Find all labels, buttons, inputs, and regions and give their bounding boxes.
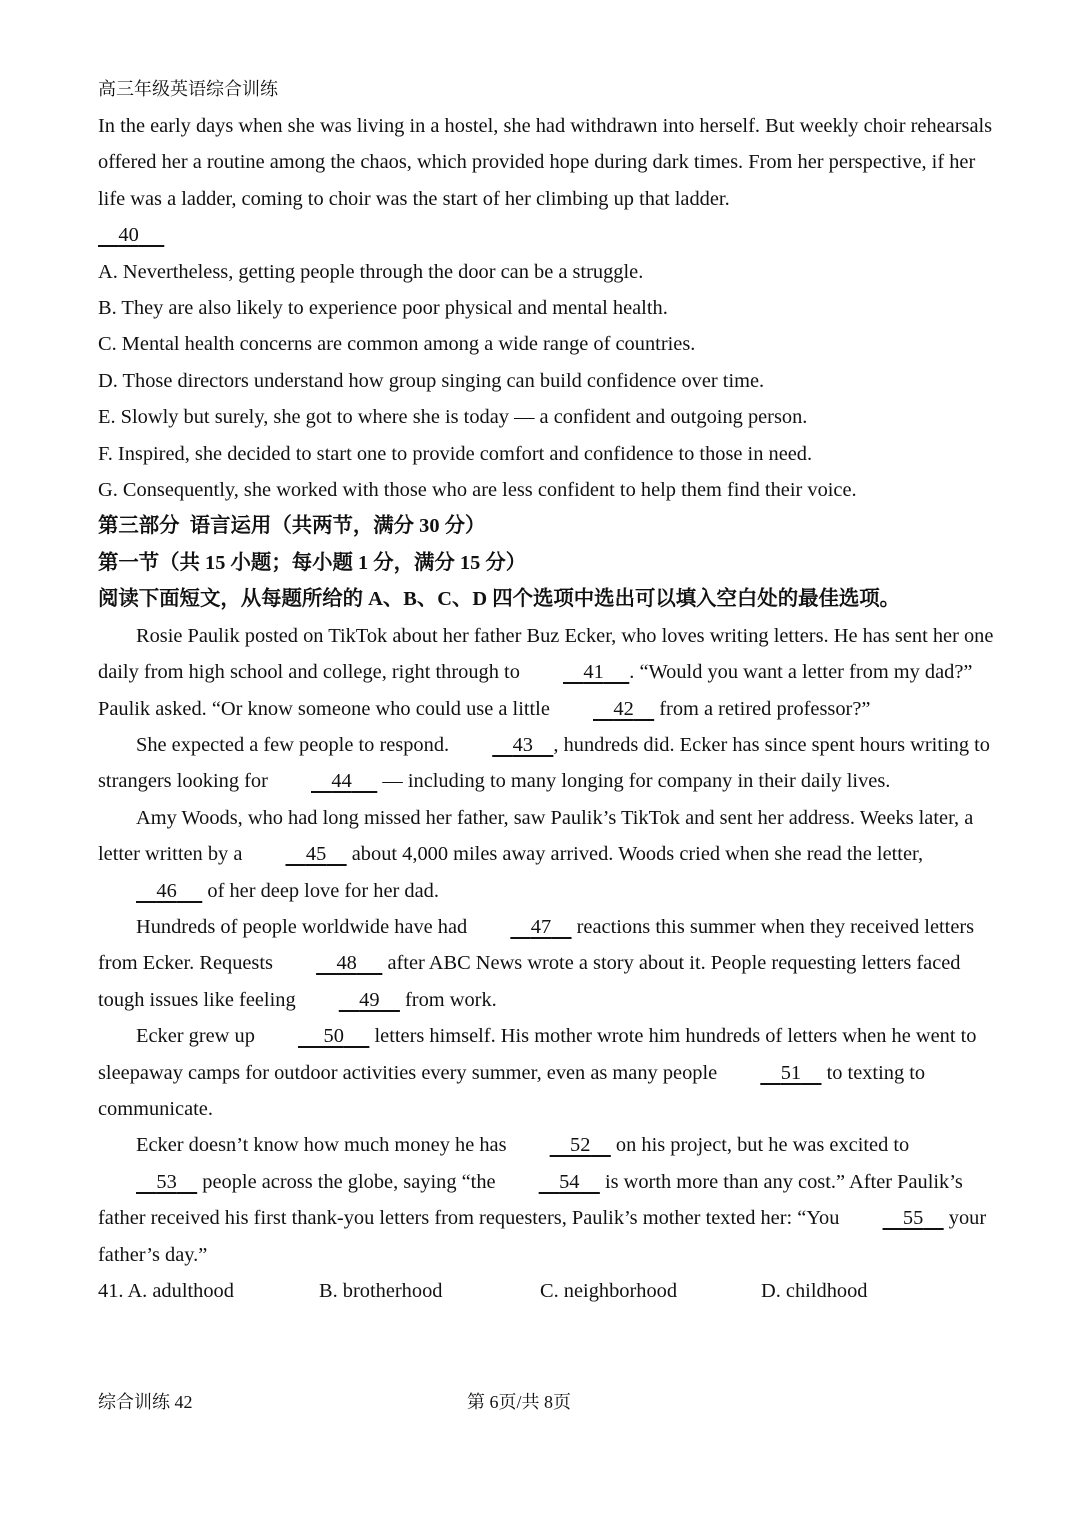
section-one-title: 第一节（共 15 小题；每小题 1 分，满分 15 分） <box>98 551 527 574</box>
blank-48: 48 <box>336 952 357 975</box>
option-c: C. Mental health concerns are common among a wide range of countries. <box>98 333 696 356</box>
part-three-title: 第三部分 语言运用（共两节，满分 30 分） <box>98 515 486 538</box>
blank-44: 44 <box>331 770 352 793</box>
option-g: G. Consequently, she worked with those who are less confident to help them find their voice. <box>98 479 857 502</box>
cloze-paragraph-5: Ecker grew up 50 letters himself. His mother wrote him hundreds of letters when he went to sleepaway camps for outdoor activities every summer, even as many people 51 to texting to communicate. <box>98 1018 998 1127</box>
blank-51: 51 <box>780 1061 802 1084</box>
question-41-options <box>98 1273 998 1309</box>
blank-45: 45 <box>305 843 327 866</box>
option-e: E. Slowly but surely, she got to where she is today — a confident and outgoing person. <box>98 406 808 429</box>
blank-54: 54 <box>559 1170 580 1193</box>
previous-passage-paragraph: In the early days when she was living in a hostel, she had withdrawn into herself. But weekly choir rehearsals offered her a routine among the chaos, which provided hope during dark times. From her perspective, if her life was a ladder, coming to choir was the start of her climbing up that ladder. <box>98 115 993 210</box>
option-f: F. Inspired, she decided to start one to provide comfort and confidence to those in need. <box>98 442 813 465</box>
exam-page <box>98 72 998 1309</box>
option-d: D. Those directors understand how group singing can build confidence over time. <box>98 369 765 392</box>
blank-52: 52 <box>570 1134 591 1157</box>
blank-55: 55 <box>902 1207 924 1230</box>
blank-50: 50 <box>323 1025 344 1048</box>
footer-page-number: 第 6页/共 8页 <box>467 1392 572 1412</box>
blank-40: 40 <box>118 224 139 247</box>
blank-42: 42 <box>613 697 634 720</box>
option-b: B. They are also likely to experience poor physical and mental health. <box>98 297 668 320</box>
blank-46: 46 <box>156 879 177 902</box>
cloze-paragraph-1: Rosie Paulik posted on TikTok about her father Buz Ecker, who loves writing letters. He has sent her one daily from high school and college, right through to 41 . “Would you want a letter from my dad?” Paulik asked. “Or know someone who could use a little 42 from a retired professor?” <box>98 618 998 727</box>
option-a: A. Nevertheless, getting people through the door can be a struggle. <box>98 260 644 283</box>
blank-49: 49 <box>359 988 380 1011</box>
blank-53: 53 <box>156 1170 177 1193</box>
blank-41: 41 <box>583 661 604 684</box>
page-header: 高三年级英语综合训练 <box>98 79 278 99</box>
blank-40-line <box>98 217 998 253</box>
blank-43: 43 <box>512 733 533 756</box>
blank-47: 47 <box>530 915 552 938</box>
question-41-option-d: D. childhood <box>761 1280 868 1302</box>
question-41-option-c: C. neighborhood <box>540 1280 678 1302</box>
footer-exam-name: 综合训练 42 <box>98 1392 193 1412</box>
cloze-paragraph-4: Hundreds of people worldwide have had 47 reactions this summer when they received letters from Ecker. Requests 48 after ABC News wrote a story about it. People requesting letters faced tough issues like feeling 49 from work. <box>98 909 998 1018</box>
question-41-option-a: 41. A. adulthood <box>98 1280 234 1302</box>
cloze-instruction: 阅读下面短文，从每题所给的 A、B、C、D 四个选项中选出可以填入空白处的最佳选项。 <box>98 588 901 611</box>
cloze-paragraph-2: She expected a few people to respond. 43 , hundreds did. Ecker has since spent hours writing to strangers looking for 44 — including to many longing for company in their daily lives. <box>98 727 998 800</box>
question-41-option-b: B. brotherhood <box>319 1280 443 1302</box>
cloze-paragraph-3: Amy Woods, who had long missed her father, saw Paulik’s TikTok and sent her address. Weeks later, a letter written by a 45 about 4,000 miles away arrived. Woods cried when she read the letter, 46 of her deep love for her dad. <box>98 800 998 909</box>
cloze-paragraph-6: Ecker doesn’t know how much money he has 52 on his project, but he was excited to 53 people across the globe, saying “the 54 is worth more than any cost.” After Paulik’s father received his first thank-you letters from requesters, Paulik’s mother texted her: “You 55 your father’s day.” <box>98 1127 998 1273</box>
